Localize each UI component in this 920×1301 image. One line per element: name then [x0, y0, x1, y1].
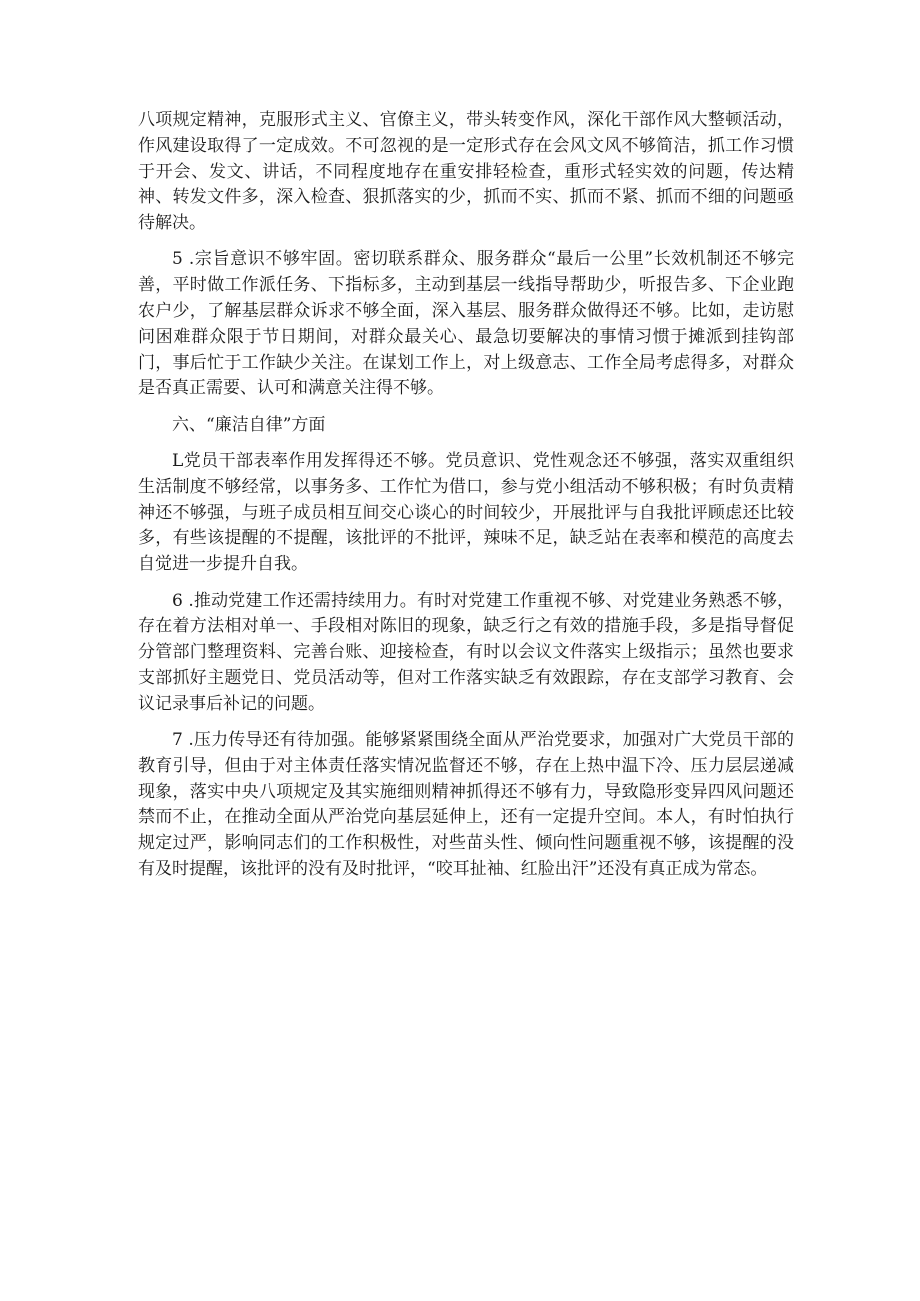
paragraph-item-5-purpose-awareness: 5 .宗旨意识不够牢固。密切联系群众、服务群众“最后一公里”长效机制还不够完善，平时做工作派任务、下指标多，主动到基层一线指导帮助少，听报告多、下企业跑农户少，了解基层群众诉求不够全面，深入基层、服务群众做得还不够。比如，走访慰问困难群众限于节日期间，对群众最关心、最急切要解决的事情习惯于摊派到挂钩部门，事后忙于工作缺少关注。在谋划工作上，对上级意志、工作全局考虑得多，对群众是否真正需要、认可和满意关注得不够。 [138, 249, 794, 399]
paragraph-item-1-party-member-role: L党员干部表率作用发挥得还不够。党员意识、党性观念还不够强，落实双重组织生活制度不够经常，以事务多、工作忙为借口，参与党小组活动不够积极；有时负责精神还不够强，与班子成员相互间交心谈心的时间较少，开展批评与自我批评顾虑还比较多，有些该提醒的不提醒，该批评的不批评，辣味不足，缺乏站在表率和模范的高度去自觉进一步提升自我。 [138, 451, 794, 575]
paragraph-item-6-party-building: 6 .推动党建工作还需持续用力。有时对党建工作重视不够、对党建业务熟悉不够，存在着方法相对单一、手段相对陈旧的现象，缺乏行之有效的措施手段，多是指导督促分管部门整理资料、完善台账、迎接检查，有时以会议文件落实上级指示；虽然也要求支部抓好主题党日、党员活动等，但对工作落实缺乏有效跟踪，存在支部学习教育、会议记录事后补记的问题。 [138, 590, 794, 714]
section-heading-integrity: 六、“廉洁自律”方面 [172, 414, 326, 435]
paragraph-continuation: 八项规定精神，克服形式主义、官僚主义，带头转变作风，深化干部作风大整顿活动，作风建设取得了一定成效。不可忽视的是一定形式存在会风文风不够简洁，抓工作习惯于开会、发文、讲话，不同程度地存在重安排轻检查，重形式轻实效的问题，传达精神、转发文件多，深入检查、狠抓落实的少，抓而不实、抓而不紧、抓而不细的问题亟待解决。 [138, 110, 794, 234]
paragraph-item-7-pressure-transmission: 7 .压力传导还有待加强。能够紧紧围绕全面从严治党要求，加强对广大党员干部的教育引导，但由于对主体责任落实情况监督还不够，存在上热中温下冷、压力层层递减现象，落实中央八项规定及其实施细则精神抓得还不够有力，导致隐形变异四风问题还禁而不止，在推动全面从严治党向基层延伸上，还有一定提升空间。本人，有时怕执行规定过严，影响同志们的工作积极性，对些苗头性、倾向性问题重视不够，该提醒的没有及时提醒，该批评的没有及时批评，“咬耳扯袖、红脸出汗”还没有真正成为常态。 [138, 730, 794, 880]
document-body [138, 108, 794, 893]
